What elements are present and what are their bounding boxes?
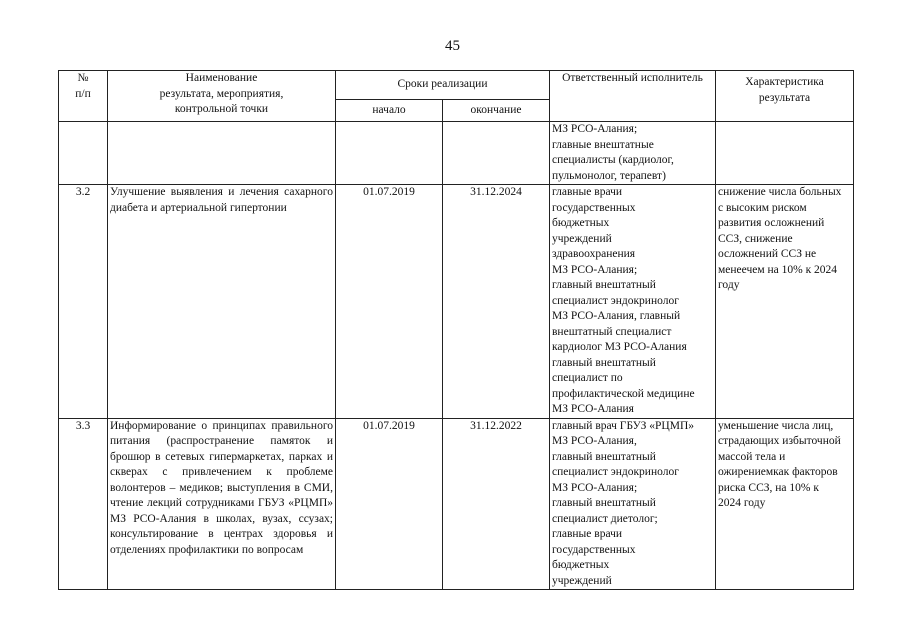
row-characteristic — [716, 185, 854, 419]
characteristic-line: с высоким риском — [718, 201, 807, 214]
responsible-line: специалист по — [552, 372, 623, 384]
characteristic-line: осложнений ССЗ не — [718, 248, 817, 260]
characteristic-line: менеечем на 10% к 2024 — [718, 263, 838, 276]
plan-table — [58, 70, 854, 590]
row-end-date: 31.12.2022 — [443, 418, 550, 590]
responsible-line: здравоохранения — [552, 248, 636, 260]
row-name: Информирование о принципах правильного питания (распространение памяток и брошюр в сетевых гипермаркетах, парках и скверах с привлечением к проблеме волонтеров – медиков; выступления в СМИ, чтение лекций сотрудниками ГБУЗ «РЦМП» МЗ РСО-Алания в школах, вузах, ссузах; консультирование в центрах здоровья и отделениях профилактики по вопросам — [108, 418, 336, 590]
responsible-line: специалист диетолог; — [552, 512, 658, 525]
characteristic-line: году — [718, 279, 740, 291]
row-characteristic — [716, 122, 854, 185]
responsible-line: специалист эндокринолог — [552, 294, 679, 307]
responsible-line: кардиолог МЗ РСО-Алания — [552, 341, 687, 353]
header-characteristic-line: Характеристика — [745, 76, 824, 88]
header-terms: Сроки реализации — [336, 71, 550, 100]
responsible-line: главный внештатный — [552, 497, 656, 509]
row-responsible — [550, 122, 716, 185]
row-name — [108, 122, 336, 185]
row-start-date: 01.07.2019 — [336, 418, 443, 590]
table-row — [59, 122, 854, 185]
header-num-line: № — [77, 72, 89, 84]
responsible-line: МЗ РСО-Алания; — [552, 123, 638, 135]
header-name-line: контрольной точки — [174, 103, 269, 115]
row-start-date: 01.07.2019 — [336, 185, 443, 419]
table-row — [59, 418, 854, 590]
responsible-line: бюджетных — [552, 217, 610, 229]
responsible-line: МЗ РСО-Алания; — [552, 481, 638, 494]
header-characteristic — [716, 71, 854, 122]
row-characteristic — [716, 418, 854, 590]
responsible-line: внештатный специалист — [552, 325, 672, 338]
row-end-date: 31.12.2024 — [443, 185, 550, 419]
responsible-line: государственных — [552, 201, 636, 214]
header-name — [108, 71, 336, 122]
responsible-line: государственных — [552, 543, 636, 556]
responsible-line: профилактической медицине — [552, 387, 695, 400]
row-number: 3.2 — [59, 185, 108, 419]
responsible-line: главный внештатный — [552, 450, 656, 463]
responsible-line: главный внештатный — [552, 279, 656, 291]
responsible-line: бюджетных — [552, 559, 610, 571]
characteristic-line: развития осложнений — [718, 217, 825, 229]
header-start: начало — [336, 100, 443, 122]
responsible-line: специалисты (кардиолог, — [552, 154, 674, 166]
characteristic-line: ожирениемкак факторов — [718, 466, 838, 478]
responsible-line: учреждений — [552, 232, 612, 245]
row-number: 3.3 — [59, 418, 108, 590]
responsible-line: учреждений — [552, 574, 612, 587]
characteristic-line: ССЗ, снижение — [718, 232, 793, 245]
characteristic-line: массой тела и — [718, 450, 786, 463]
characteristic-line: страдающих избыточной — [718, 435, 841, 447]
header-end: окончание — [443, 100, 550, 122]
page-number: 45 — [445, 38, 460, 54]
characteristic-line: уменьшение числа лиц, — [718, 419, 834, 432]
row-name: Улучшение выявления и лечения сахарного диабета и артериальной гипертонии — [108, 185, 336, 419]
header-name-line: Наименование — [185, 72, 258, 84]
header-num-line: п/п — [75, 87, 91, 100]
responsible-line: пульмонолог, терапевт) — [552, 169, 666, 182]
header-responsible: Ответственный исполнитель — [550, 71, 716, 122]
header-name-line: результата, мероприятия, — [159, 87, 284, 100]
responsible-line: главные врачи — [552, 186, 623, 198]
characteristic-line: снижение числа больных — [718, 186, 842, 198]
responsible-line: МЗ РСО-Алания; — [552, 263, 638, 276]
row-start-date — [336, 122, 443, 185]
responsible-line: главные внештатные — [552, 138, 654, 151]
responsible-line: МЗ РСО-Алания, — [552, 435, 637, 447]
responsible-line: МЗ РСО-Алания, главный — [552, 310, 681, 322]
characteristic-line: 2024 году — [718, 497, 766, 509]
row-end-date — [443, 122, 550, 185]
responsible-line: МЗ РСО-Алания — [552, 403, 634, 415]
row-responsible — [550, 185, 716, 419]
responsible-line: главный врач ГБУЗ «РЦМП» — [552, 419, 695, 432]
table-row — [59, 185, 854, 419]
header-characteristic-line: результата — [758, 91, 811, 104]
header-num — [59, 71, 108, 122]
row-number — [59, 122, 108, 185]
characteristic-line: риска ССЗ, на 10% к — [718, 481, 819, 494]
row-responsible — [550, 418, 716, 590]
responsible-line: главный внештатный — [552, 356, 656, 369]
responsible-line: главные врачи — [552, 528, 623, 540]
responsible-line: специалист эндокринолог — [552, 466, 679, 478]
